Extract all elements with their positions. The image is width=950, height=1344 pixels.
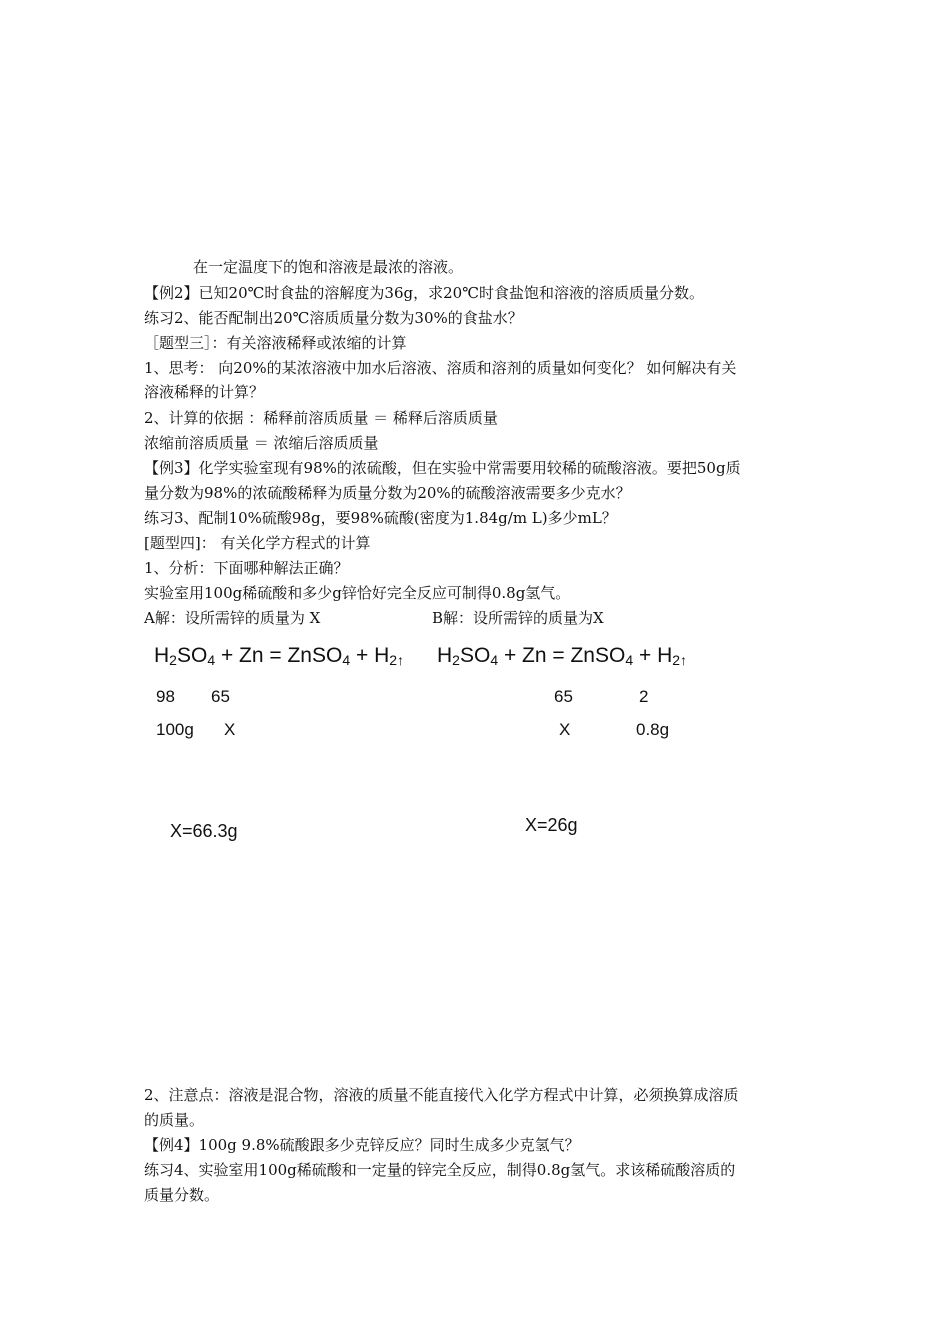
text-line: 1、思考： 向20%的某浓溶液中加水后溶液、溶质和溶剂的质量如何变化？ 如何解决有关 [144, 359, 737, 377]
example-3: 【例3】化学实验室现有98%的浓硫酸，但在实验中常需要用较稀的硫酸溶液。要把50g质 [144, 459, 741, 477]
text-line: 质量分数。 [144, 1186, 220, 1204]
solution-b-val1: X [559, 720, 571, 739]
text-line: 在一定温度下的饱和溶液是最浓的溶液。 [193, 258, 464, 276]
exercise-3: 练习3、配制10%硫酸98g，要98%硫酸(密度为1.84g/m L)多少mL？ [144, 509, 617, 527]
solution-b-mass2: 2 [639, 687, 649, 706]
text-line: 实验室用100g稀硫酸和多少g锌恰好完全反应可制得0.8g氢气。 [144, 584, 571, 602]
solution-a-val1: 100g [156, 720, 194, 739]
example-2: 【例2】已知20℃时食盐的溶解度为36g，求20℃时食盐饱和溶液的溶质质量分数。 [144, 284, 704, 302]
section-heading-3: ［题型三］：有关溶液稀释或浓缩的计算 [144, 334, 407, 352]
example-4: 【例4】100g 9.8%硫酸跟多少克锌反应？同时生成多少克氢气？ [144, 1136, 580, 1154]
text-line: 的质量。 [144, 1111, 205, 1129]
equation-a: $H_2SO_4 + Zn$ = ZnSO$_4$ + $H_{2↑}$ [154, 644, 405, 668]
solution-b-result: X=26g [525, 815, 578, 835]
equation-b: $H_2SO_4 + Zn$ = ZnSO$_4$ + $H_{2↑}$ [437, 644, 688, 668]
text-line: 溶液稀释的计算？ [144, 383, 265, 401]
text-line: 2、注意点：溶液是混合物，溶液的质量不能直接代入化学方程式中计算，必须换算成溶质 [144, 1086, 739, 1104]
section-heading-4: [题型四]： 有关化学方程式的计算 [144, 534, 371, 552]
exercise-2: 练习2、能否配制出20℃溶质质量分数为30%的食盐水？ [144, 309, 523, 327]
text-line: 1、分析：下面哪种解法正确？ [144, 559, 349, 577]
solution-a-result: X=66.3g [170, 821, 238, 841]
solution-b-mass1: 65 [554, 687, 573, 706]
solution-b-header: B解：设所需锌的质量为X [432, 609, 604, 627]
solution-a-mass2: 65 [211, 687, 230, 706]
solution-a-mass1: 98 [156, 687, 175, 706]
text-line: 浓缩前溶质质量 ＝ 浓缩后溶质质量 [144, 434, 379, 452]
text-line: 量分数为98%的浓硫酸稀释为质量分数为20%的硫酸溶液需要多少克水？ [144, 484, 631, 502]
text-line: 2、计算的依据 ：稀释前溶质质量 ＝ 稀释后溶质质量 [144, 409, 498, 427]
solution-a-val2: X [224, 720, 236, 739]
solution-b-val2: 0.8g [636, 720, 670, 739]
solution-a-header: A解：设所需锌的质量为 X [144, 609, 321, 627]
exercise-4: 练习4、实验室用100g稀硫酸和一定量的锌完全反应，制得0.8g氢气。求该稀硫酸溶质的 [144, 1161, 736, 1179]
